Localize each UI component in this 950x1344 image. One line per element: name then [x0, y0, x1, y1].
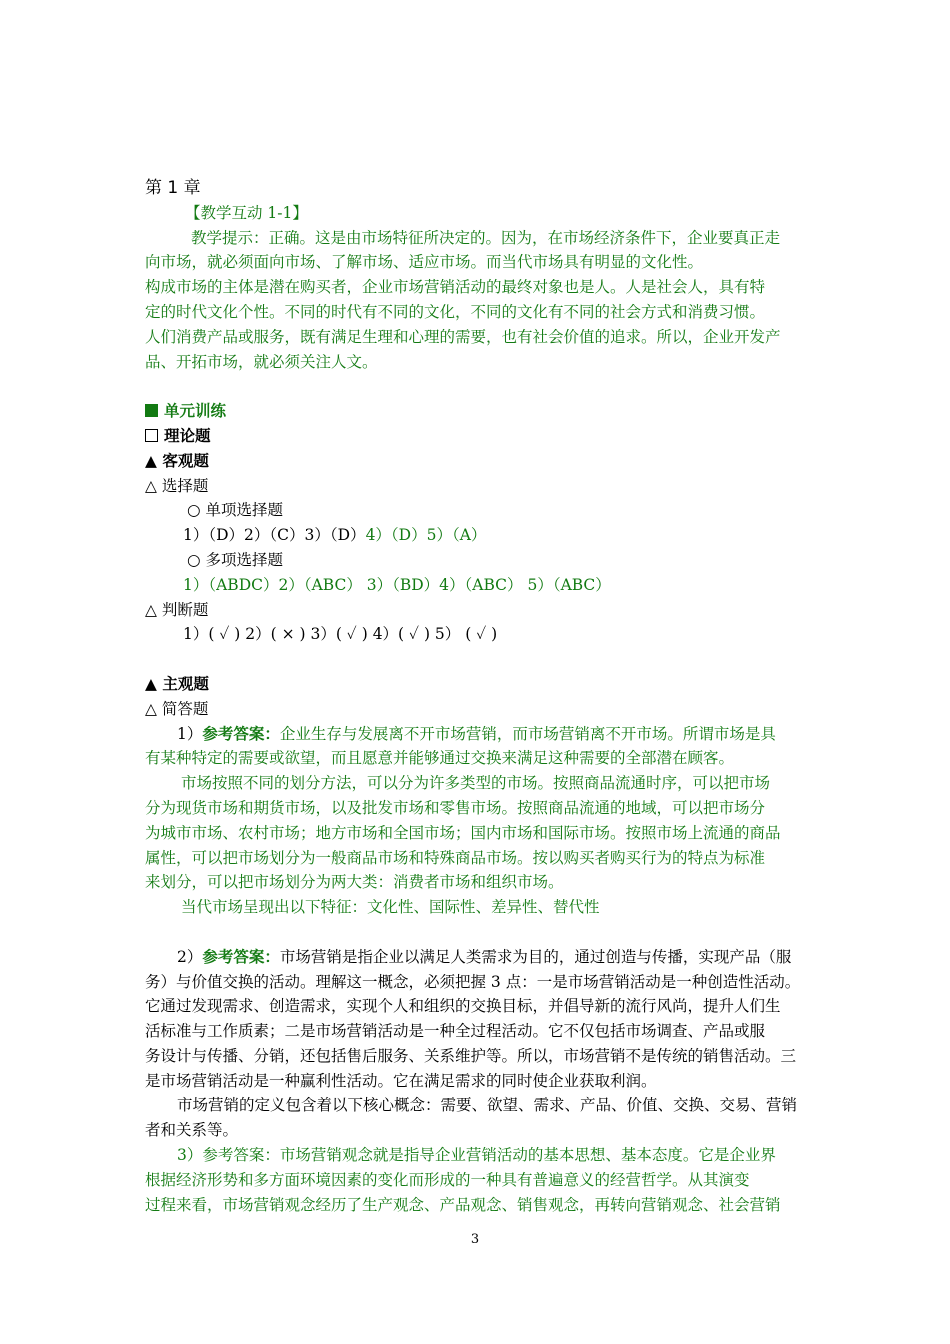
- judge-heading: △ 判断题: [145, 600, 209, 619]
- answer-3-label: 3）参考答案：: [177, 1146, 280, 1165]
- answer-1-para2-line: 属性，可以把市场划分为一般商品市场和特殊商品市场。按以购买者购买行为的特点为标准: [145, 848, 766, 867]
- answer-1-line: 有某种特定的需要或欲望，而且愿意并能够通过交换来满足这种需要的全部潜在顾客。: [145, 749, 735, 768]
- filled-square-icon: [145, 404, 158, 417]
- unit-training-heading: [145, 399, 813, 424]
- teaching-para-line: 构成市场的主体是潜在购买者，企业市场营销活动的最终对象也是人。人是社会人，具有特: [145, 278, 766, 297]
- judge-answers: 1）( ✓ ) 2）( × ) 3）( ✓ ) 4）( ✓ ) 5） ( ✓ ): [183, 625, 498, 644]
- subjective-heading: ▲ 主观题: [145, 673, 209, 693]
- answer-1-para2-line: 为城市市场、农村市场；地方市场和全国市场；国内市场和国际市场。按照市场上流通的商品: [145, 823, 781, 842]
- answer-3-line: 根据经济形势和多方面环境因素的变化而形成的一种具有普遍意义的经营哲学。从其演变: [145, 1170, 750, 1189]
- short-answer-heading: △ 简答题: [145, 699, 209, 718]
- answer-1-para2-line: 来划分，可以把市场划分为两大类：消费者市场和组织市场。: [145, 873, 564, 892]
- answer-2-line: 务）与价值交换的活动。理解这一概念，必须把握 3 点：一是市场营销活动是一种创造性活动。: [145, 972, 801, 991]
- answer-1-number: 1）: [177, 724, 203, 743]
- answer-2-first-line: [145, 945, 813, 970]
- answer-1-text: 企业生存与发展离不开市场营销，而市场营销离不开市场。所谓市场是具: [279, 724, 776, 743]
- teaching-para-line: 品、开拓市场，就必须关注人文。: [145, 352, 378, 371]
- single-choice-answers: [145, 523, 813, 548]
- choice-heading: △ 选择题: [145, 476, 209, 495]
- answer-2-line: 务设计与传播、分销，还包括售后服务、关系维护等。所以，市场营销不是传统的销售活动。三: [145, 1046, 797, 1065]
- multi-choice-answers: 1）（ABDC）2）（ABC） 3）（BD）4）（ABC） 5）（ABC）: [183, 575, 611, 594]
- teaching-para-line: 定的时代文化个性。不同的时代有不同的文化，不同的文化有不同的社会方式和消费习惯。: [145, 302, 766, 321]
- theory-label: 理论题: [164, 425, 211, 445]
- answer-1-first-line: [145, 722, 813, 747]
- answer-2-label: 参考答案：: [202, 946, 280, 966]
- teaching-interaction-title: 【教学互动 1-1】: [185, 203, 308, 222]
- teaching-hint-line2: 向市场，就必须面向市场、了解市场、适应市场。而当代市场具有明显的文化性。: [145, 253, 704, 272]
- chapter-title: 第 1 章: [145, 178, 201, 198]
- unit-training-label: 单元训练: [164, 401, 227, 421]
- multi-choice-heading: ○ 多项选择题: [187, 550, 283, 569]
- answer-1-para2-line: 市场按照不同的划分方法，可以分为许多类型的市场。按照商品流通时序，可以把市场: [181, 774, 771, 793]
- answer-2-para2-line2: 者和关系等。: [145, 1121, 239, 1140]
- single-answers-green: 4）（D）5）（A）: [365, 526, 487, 545]
- answer-3-line: 过程来看，市场营销观念经历了生产观念、产品观念、销售观念，再转向营销观念、社会营销: [145, 1195, 781, 1214]
- objective-heading: ▲ 客观题: [145, 450, 209, 470]
- teaching-hint-line1: 教学提示：正确。这是由市场特征所决定的。因为，在市场经济条件下，企业要真正走: [191, 228, 781, 247]
- answer-1-features: 当代市场呈现出以下特征：文化性、国际性、差异性、替代性: [181, 898, 600, 917]
- answer-2-line: 活标准与工作质素；二是市场营销活动是一种全过程活动。它不仅包括市场调查、产品或服: [145, 1022, 766, 1041]
- empty-square-icon: [145, 429, 158, 442]
- answer-2-line: 它通过发现需求、创造需求，实现个人和组织的交换目标，并倡导新的流行风尚，提升人们生: [145, 997, 781, 1016]
- theory-heading: [145, 424, 813, 449]
- answer-2-number: 2）: [177, 947, 203, 966]
- answer-2-text: 市场营销是指企业以满足人类需求为目的，通过创造与传播，实现产品（服: [279, 947, 792, 966]
- single-answers-black: 1）（D）2）（C）3）（D）: [183, 526, 366, 545]
- answer-1-para2-line: 分为现货市场和期货市场，以及批发市场和零售市场。按照商品流通的地域，可以把市场分: [145, 798, 766, 817]
- answer-3-text: 市场营销观念就是指导企业营销活动的基本思想、基本态度。它是企业界: [279, 1146, 776, 1165]
- page-number: 3: [470, 1232, 480, 1247]
- single-choice-heading: ○ 单项选择题: [187, 501, 283, 520]
- document-page: [145, 176, 813, 1217]
- answer-2-line: 是市场营销活动是一种赢利性活动。它在满足需求的同时使企业获取利润。: [145, 1071, 657, 1090]
- answer-3-first-line: [145, 1143, 813, 1168]
- answer-2-para2-line1: 市场营销的定义包含着以下核心概念：需要、欲望、需求、产品、价值、交换、交易、营销: [177, 1096, 798, 1115]
- teaching-para-line: 人们消费产品或服务，既有满足生理和心理的需要，也有社会价值的追求。所以，企业开发产: [145, 327, 781, 346]
- answer-1-label: 参考答案：: [202, 723, 280, 743]
